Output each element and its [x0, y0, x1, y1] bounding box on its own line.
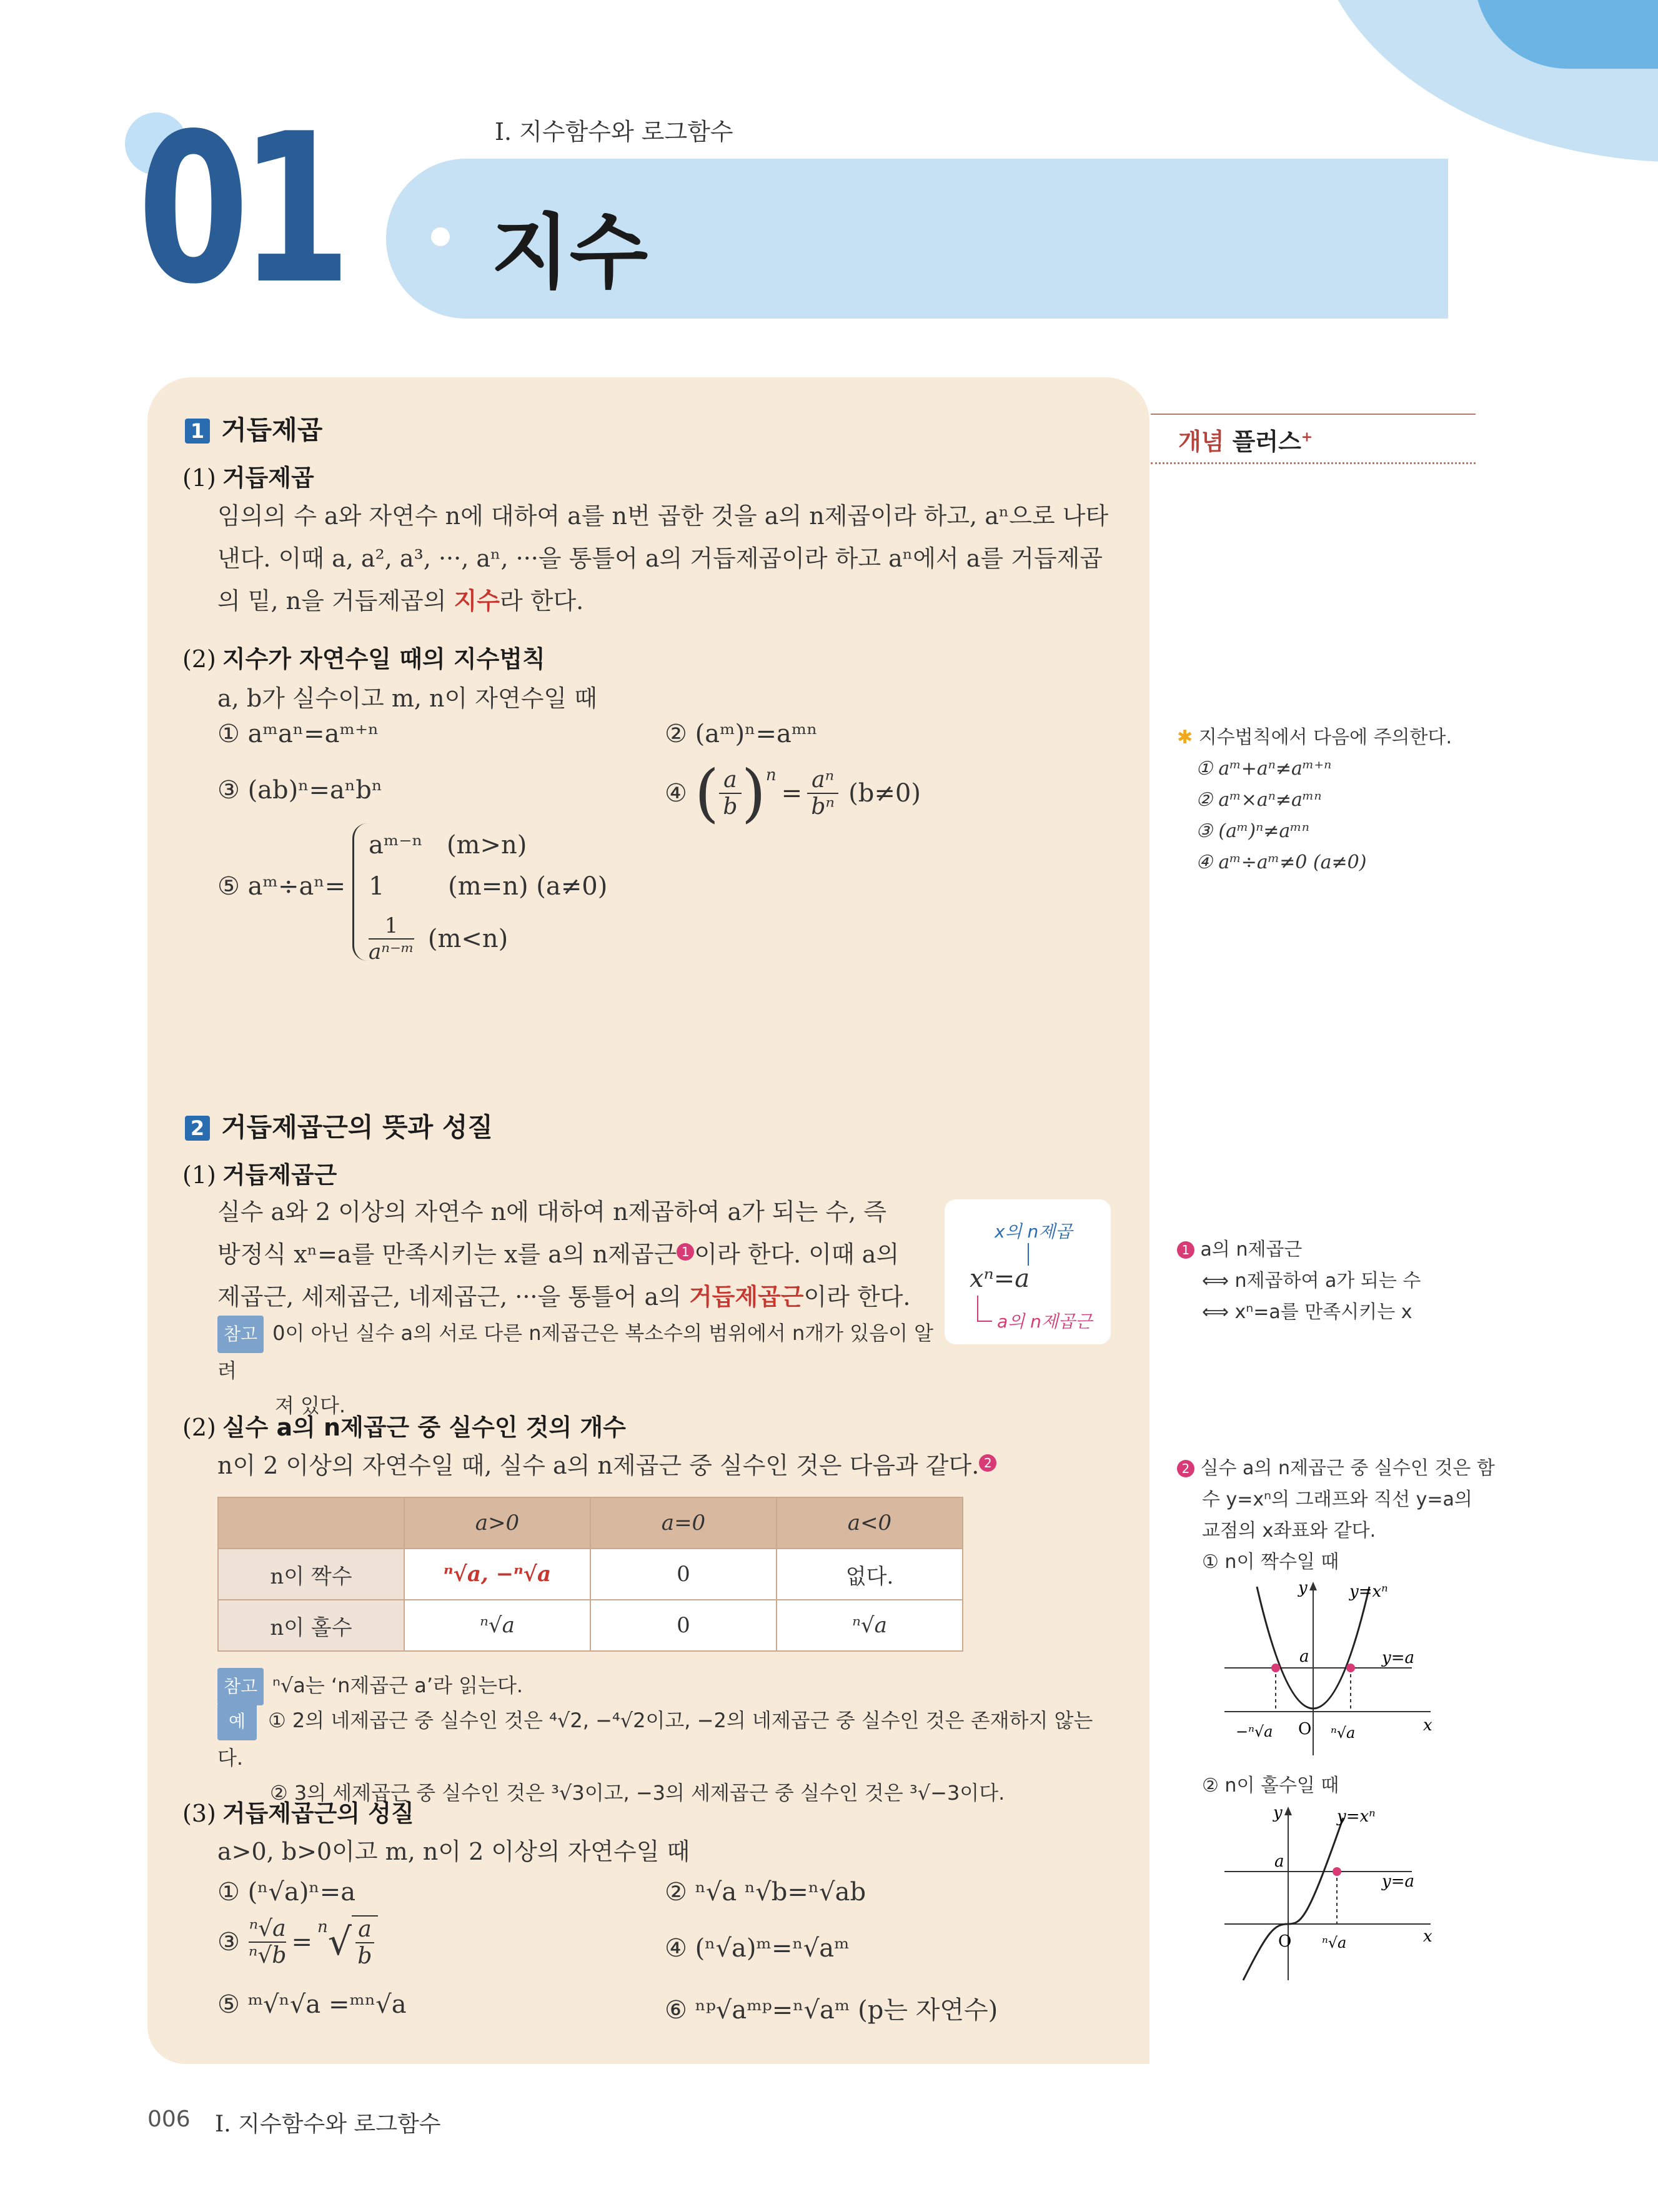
- subsection-heading: [182, 1408, 626, 1442]
- note-item: 실수 a의 n제곱근 중 실수인 것은 함: [1200, 1457, 1495, 1479]
- intercept-label: a: [1299, 1647, 1309, 1666]
- table-header-cell: [218, 1497, 404, 1549]
- section-2-heading: [185, 1107, 493, 1144]
- axis-label: x: [1423, 1716, 1432, 1735]
- reference-note: [217, 1668, 523, 1705]
- root-label: ⁿ√a: [1322, 1934, 1347, 1952]
- diagram-arrow: [977, 1296, 992, 1322]
- table-header-row: [218, 1497, 963, 1549]
- text-span: 의 밑, n을 거듭제곱의: [217, 587, 454, 615]
- highlight-term: 거듭제곱근: [688, 1283, 804, 1311]
- sidebar-title: [1178, 422, 1313, 457]
- text-span: 제곱근, 세제곱근, 네제곱근, ···을 통틀어 a의: [217, 1283, 689, 1311]
- example-text: ① 2의 네제곱근 중 실수인 것은 ⁴√2, −⁴√2이고, −2의 네제곱근 중 실수인 것은 존재하지 않는다.: [217, 1709, 1093, 1770]
- law-condition: (m<n): [427, 925, 509, 953]
- text-line: [217, 580, 1123, 622]
- table-cell: ⁿ√a: [404, 1600, 590, 1651]
- note-item: ③ (aᵐ)ⁿ≠aᵐⁿ: [1196, 820, 1309, 842]
- table-row: [218, 1600, 963, 1651]
- line-label: y=a: [1382, 1649, 1414, 1667]
- table-row-header: n이 홀수: [218, 1600, 404, 1651]
- nth-root-table: [217, 1497, 963, 1652]
- footnote-marker: 2: [1177, 1460, 1194, 1477]
- chapter-number: 01: [137, 89, 342, 329]
- subsection-title: 지수가 자연수일 때의 지수법칙: [222, 645, 545, 673]
- subsection-number: (2): [182, 1414, 216, 1441]
- subsection-number: (2): [182, 645, 216, 673]
- table-header-cell: a<0: [777, 1497, 963, 1549]
- sidebar-rule: [1151, 414, 1476, 415]
- line-label: y=a: [1382, 1872, 1414, 1891]
- subsection-title: 거듭제곱근: [222, 1161, 337, 1189]
- section-title: 거듭제곱근의 뜻과 성질: [221, 1112, 493, 1143]
- note-item: ② aᵐ×aⁿ≠aᵐⁿ: [1196, 789, 1322, 811]
- note-item: ⟺ xⁿ=a를 만족시키는 x: [1202, 1301, 1412, 1323]
- note-title: 지수법칙에서 다음에 주의한다.: [1198, 727, 1452, 748]
- table-cell: 0: [590, 1600, 777, 1651]
- real-root-note: [1177, 1453, 1495, 1578]
- property-2: ② ⁿ√a ⁿ√b=ⁿ√ab: [665, 1878, 866, 1907]
- text-line: [217, 1233, 942, 1276]
- law-2: ② (aᵐ)ⁿ=aᵐⁿ: [665, 720, 818, 748]
- subsection-heading: [182, 640, 545, 674]
- note-text: 져 있다.: [275, 1394, 346, 1417]
- law-5-prefix: ⑤ aᵐ÷aⁿ=: [217, 872, 346, 901]
- note-item: 교점의 x좌표와 같다.: [1202, 1520, 1376, 1542]
- intercept-label: a: [1274, 1852, 1284, 1871]
- diagram-label: a의 n제곱근: [997, 1311, 1092, 1332]
- diagram-label: x의 n제곱: [995, 1221, 1073, 1242]
- table-cell: 0: [590, 1549, 777, 1600]
- law-1: ① aᵐaⁿ=aᵐ⁺ⁿ: [217, 720, 379, 748]
- text-span: 라 한다.: [499, 587, 584, 615]
- note-item: ⟺ n제곱하여 a가 되는 수: [1202, 1270, 1421, 1292]
- fraction: $\frac{\text{aⁿ}}{\text{bⁿ}}$: [807, 767, 838, 820]
- fraction: a b: [352, 1915, 378, 1969]
- text-span: 이라 한다.: [803, 1283, 911, 1311]
- law-condition: (b≠0): [848, 779, 921, 808]
- text-span: n이 2 이상의 자연수일 때, 실수 a의 n제곱근 중 실수인 것은 다음과 같다.: [217, 1452, 980, 1479]
- fraction-denominator: aⁿ⁻ᵐ: [369, 940, 414, 965]
- fraction: a b: [719, 767, 742, 820]
- subsection-title: 거듭제곱: [222, 464, 314, 492]
- origin-label: O: [1298, 1720, 1312, 1738]
- section-number-badge: 1: [185, 419, 210, 444]
- axis-label: x: [1423, 1927, 1432, 1946]
- sidebar-rule: [1151, 462, 1476, 464]
- nth-root-diagram: [945, 1199, 1111, 1344]
- text-line: 실수 a와 2 이상의 자연수 n에 대하여 n제곱하여 a가 되는 수, 즉: [217, 1198, 886, 1226]
- even-power-graph: [1224, 1580, 1437, 1762]
- table-header-cell: a>0: [404, 1497, 590, 1549]
- property-3: ③ $\frac{\text{ⁿ√a}}{\text{ⁿ√b}}$ = n √ a b: [217, 1915, 378, 1969]
- note-tag: 참고: [217, 1316, 264, 1353]
- fraction-numerator: 1: [384, 913, 399, 938]
- section-number-badge: 2: [185, 1116, 210, 1141]
- subsection-title: 거듭제곱근의 성질: [222, 1800, 414, 1827]
- text-line: 낸다. 이때 a, a², a³, ···, aⁿ, ···을 통틀어 a의 거듭제곱이라 하고 aⁿ에서 a를 거듭제곱: [217, 545, 1103, 572]
- nth-root-note: [1177, 1234, 1421, 1328]
- property-number: ③: [217, 1928, 240, 1957]
- star-icon: ✱: [1177, 727, 1193, 748]
- text-span: 이라 한다. 이때 a의: [694, 1241, 900, 1268]
- note-item: ④ aᵐ÷aᵐ≠0 (a≠0): [1196, 851, 1367, 873]
- subsection-heading: [182, 1156, 337, 1190]
- law-5-case: aᵐ⁻ⁿ (m>n): [369, 831, 527, 860]
- paren-right: ): [741, 756, 766, 830]
- axis-label: y: [1273, 1805, 1283, 1822]
- diagram-arrow: [1028, 1243, 1029, 1266]
- note-text: ⁿ√a는 ‘n제곱근 a’라 읽는다.: [272, 1674, 524, 1697]
- table-row: [218, 1549, 963, 1600]
- sidebar-title-plus: +: [1301, 429, 1313, 445]
- fraction: $\frac{\text{ⁿ√a}}{\text{ⁿ√b}}$: [248, 1916, 287, 1968]
- root-label: −ⁿ√a: [1236, 1723, 1273, 1740]
- text-span: 방정식 xⁿ=a를 만족시키는 x를 a의 n제곱근: [217, 1241, 677, 1268]
- footnote-marker: 1: [1177, 1241, 1194, 1259]
- case-label: ① n이 짝수일 때: [1202, 1551, 1339, 1573]
- table-cell: ⁿ√a: [777, 1600, 963, 1651]
- table-row-header: n이 짝수: [218, 1549, 404, 1600]
- condition-text: a, b가 실수이고 m, n이 자연수일 때: [217, 685, 597, 712]
- table-cell: 없다.: [777, 1549, 963, 1600]
- text-line: 임의의 수 a와 자연수 n에 대하여 a를 n번 곱한 것을 a의 n제곱이라 하고, aⁿ으로 나타: [217, 502, 1109, 530]
- footnote-marker: 2: [979, 1454, 996, 1472]
- unit-label: I. 지수함수와 로그함수: [495, 118, 733, 146]
- odd-power-graph: [1224, 1805, 1437, 1986]
- subsection-number: (1): [182, 464, 216, 492]
- root-label: ⁿ√a: [1331, 1724, 1356, 1742]
- table-cell: ⁿ√a, −ⁿ√a: [404, 1549, 590, 1600]
- footnote-marker: 1: [677, 1243, 694, 1261]
- subsection-number: (3): [182, 1800, 216, 1827]
- law-4: ④ ( a b ) n = $\frac{\text{aⁿ}}{\text{bⁿ}}$ (b≠0): [665, 756, 921, 830]
- paren-left: (: [694, 756, 719, 830]
- section-1-heading: [185, 410, 322, 447]
- note-item: ① aᵐ+aⁿ≠aᵐ⁺ⁿ: [1196, 758, 1332, 780]
- curve-label: y=xⁿ: [1337, 1807, 1376, 1826]
- axis-label: y: [1298, 1580, 1308, 1597]
- text-line: [217, 1276, 942, 1318]
- property-5: ⑤ ᵐ√ⁿ√a =ᵐⁿ√a: [217, 1990, 407, 2019]
- subsection-number: (1): [182, 1161, 216, 1189]
- note-title: a의 n제곱근: [1200, 1239, 1303, 1261]
- diagram-equation: xⁿ=a: [970, 1264, 1030, 1293]
- sidebar-title-part: 개념: [1178, 428, 1224, 455]
- condition-text: a>0, b>0이고 m, n이 2 이상의 자연수일 때: [217, 1838, 690, 1865]
- law-5-case: [369, 913, 508, 965]
- table-header-cell: a=0: [590, 1497, 777, 1549]
- note-item: 수 y=xⁿ의 그래프와 직선 y=a의: [1202, 1489, 1472, 1510]
- subsection-title: 실수 a의 n제곱근 중 실수인 것의 개수: [222, 1414, 626, 1441]
- law-5-case: 1 (m=n) (a≠0): [369, 872, 608, 901]
- example-tag: 예: [217, 1703, 257, 1740]
- page-title: 지수: [491, 205, 648, 300]
- subsection-heading: [182, 1794, 414, 1828]
- curve-label: y=xⁿ: [1349, 1582, 1388, 1601]
- property-4: ④ (ⁿ√a)ᵐ=ⁿ√aᵐ: [665, 1934, 850, 1963]
- paragraph: [217, 495, 1123, 622]
- note-text: 0이 아닌 실수 a의 서로 다른 n제곱근은 복소수의 범위에서 n개가 있음이 알려: [217, 1321, 934, 1382]
- section-title: 거듭제곱: [221, 415, 323, 445]
- example-text: ② 3의 세제곱근 중 실수인 것은 ³√3이고, −3의 세제곱근 중 실수인 것은 ³√−3이다.: [270, 1781, 1005, 1805]
- property-1: ① (ⁿ√a)ⁿ=a: [217, 1878, 356, 1907]
- page-number: 006: [147, 2106, 191, 2132]
- property-6: ⑥ ⁿᵖ√aᵐᵖ=ⁿ√aᵐ (p는 자연수): [665, 1996, 998, 2025]
- brace: [352, 823, 369, 961]
- highlight-term: 지수: [454, 587, 500, 615]
- law-3: ③ (ab)ⁿ=aⁿbⁿ: [217, 776, 383, 805]
- law-caution-note: [1177, 722, 1452, 878]
- case-label: ② n이 홀수일 때: [1202, 1775, 1339, 1797]
- paragraph: [217, 1191, 942, 1318]
- note-tag: 참고: [217, 1668, 264, 1705]
- title-dot: [431, 227, 450, 246]
- law-number: ④: [665, 779, 687, 808]
- paragraph: [217, 1444, 996, 1487]
- origin-label: O: [1278, 1932, 1292, 1951]
- sidebar-title-part: 플러스: [1232, 428, 1301, 455]
- reference-note: [217, 1316, 942, 1423]
- footer-unit: I. 지수함수와 로그함수: [215, 2111, 441, 2137]
- subsection-heading: [182, 459, 314, 493]
